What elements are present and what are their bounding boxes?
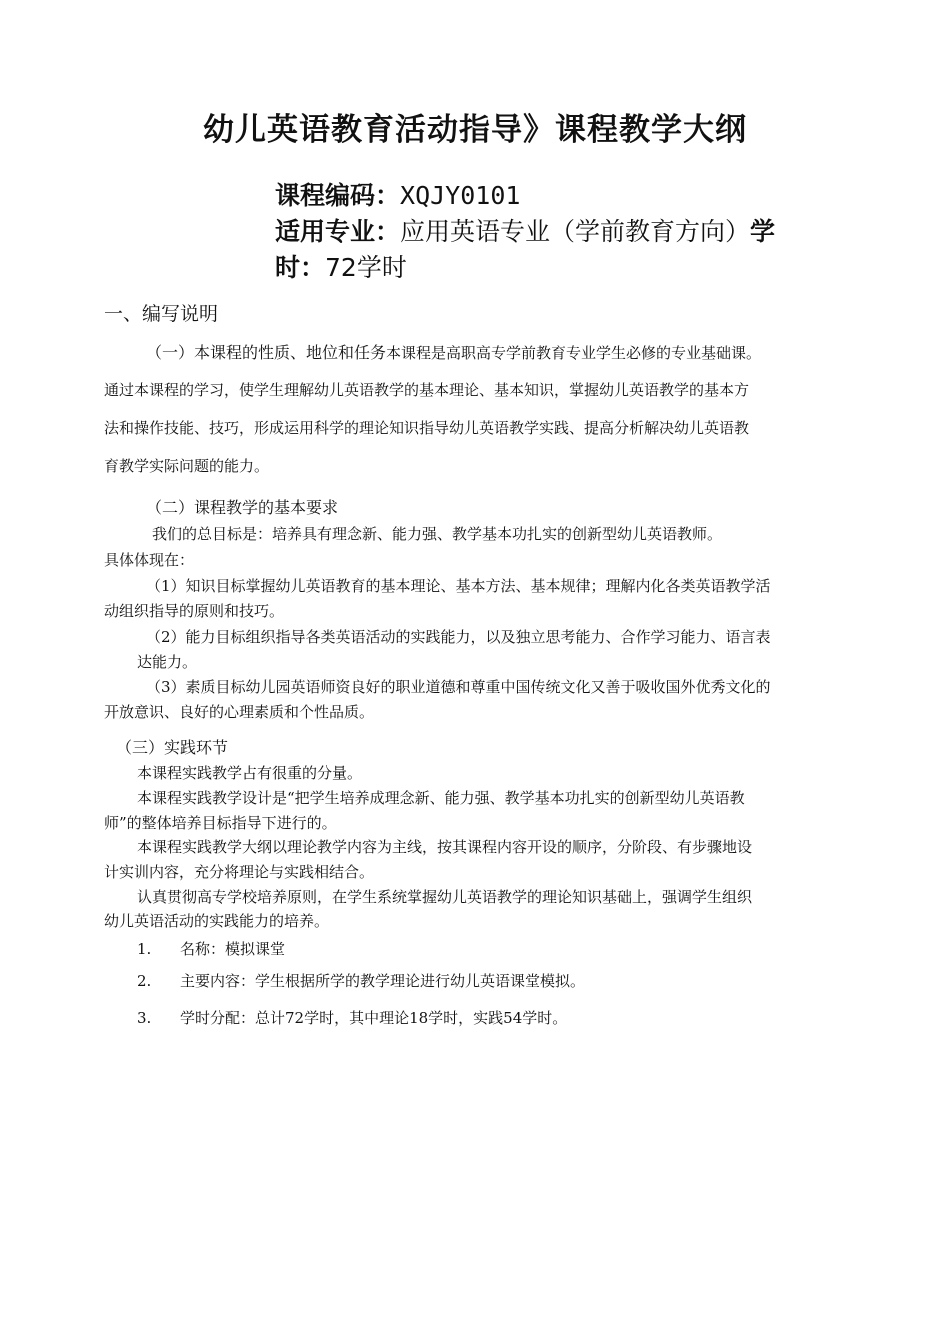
course-code-value: XQJY0101 — [400, 181, 521, 210]
paragraph-line: 法和操作技能、技巧，形成运用科学的理论知识指导幼儿英语教学实践、提高分析解决幼儿英语教 — [104, 419, 750, 437]
paragraph-line: （2）能力目标组织指导各类英语活动的实践能力，以及独立思考能力、合作学习能力、语言表 — [146, 628, 771, 646]
section-heading: 一、编写说明 — [104, 303, 219, 325]
list-item-number: 1. — [137, 940, 152, 958]
paragraph-line: （一）本课程的性质、地位和任务本课程是高职高专学前教育专业学生必修的专业基础课。 — [146, 343, 762, 362]
paragraph-line: 具体体现在： — [104, 551, 195, 569]
paragraph-line: 计实训内容，充分将理论与实践相结合。 — [104, 863, 375, 881]
hours-value: 72学时 — [325, 253, 407, 282]
paragraph-line: （1）知识目标掌握幼儿英语教育的基本理论、基本方法、基本规律；理解内化各类英语教学活 — [146, 577, 771, 595]
paragraph-line: 育教学实际问题的能力。 — [104, 457, 270, 475]
paragraph-line: （3）素质目标幼儿园英语师资良好的职业道德和尊重中国传统文化又善于吸收国外优秀文化的 — [146, 678, 771, 696]
list-item — [137, 974, 151, 989]
list-item-number: 3. — [137, 1009, 152, 1027]
hours-label-part1: 学 — [750, 217, 776, 246]
course-code-label: 课程编码： — [275, 181, 401, 210]
hours-line — [275, 248, 407, 284]
paragraph-line: 本课程实践教学大纲以理论教学内容为主线，按其课程内容开设的顺序，分阶段、有步骤地设 — [137, 838, 753, 856]
list-item-text: 名称：模拟课堂 — [180, 940, 286, 958]
paragraph-line: 通过本课程的学习，使学生理解幼儿英语教学的基本理论、基本知识，掌握幼儿英语教学的基本方 — [104, 381, 750, 399]
list-item — [137, 1011, 151, 1026]
major-label: 适用专业： — [275, 217, 401, 246]
paragraph-line: 我们的总目标是：培养具有理念新、能力强、教学基本功扎实的创新型幼儿英语教师。 — [152, 525, 723, 543]
paragraph-line: 本课程实践教学占有很重的分量。 — [137, 764, 363, 782]
course-code-line — [275, 176, 520, 212]
paragraph-line: 动组织指导的原则和技巧。 — [104, 602, 285, 620]
paragraph-line: 本课程实践教学设计是“把学生培养成理念新、能力强、教学基本功扎实的创新型幼儿英语教 — [137, 789, 745, 807]
paragraph-line: 达能力。 — [137, 653, 198, 671]
subsection-heading: （三）实践环节 — [116, 738, 229, 757]
list-item — [137, 942, 151, 957]
document-title: 幼儿英语教育活动指导》课程教学大纲 — [203, 112, 747, 148]
paragraph-line: 开放意识、良好的心理素质和个性品质。 — [104, 703, 375, 721]
paragraph-line: 认真贯彻高专学校培养原则，在学生系统掌握幼儿英语教学的理论知识基础上，强调学生组织 — [137, 888, 753, 906]
subsection-heading: （二）课程教学的基本要求 — [146, 498, 339, 517]
hours-label-part2: 时： — [275, 253, 326, 282]
paragraph-line: 幼儿英语活动的实践能力的培养。 — [104, 912, 330, 930]
list-item-text: 主要内容：学生根据所学的教学理论进行幼儿英语课堂模拟。 — [180, 972, 586, 990]
paragraph-line: 师”的整体培养目标指导下进行的。 — [104, 814, 337, 832]
subsection-heading: （一）本课程的性质、地位和任务 — [146, 343, 387, 362]
list-item-number: 2. — [137, 972, 152, 990]
list-item-text: 学时分配：总计72学时，其中理论18学时，实践54学时。 — [180, 1009, 568, 1027]
major-line — [275, 212, 775, 248]
major-value: 应用英语专业（学前教育方向） — [400, 217, 751, 246]
